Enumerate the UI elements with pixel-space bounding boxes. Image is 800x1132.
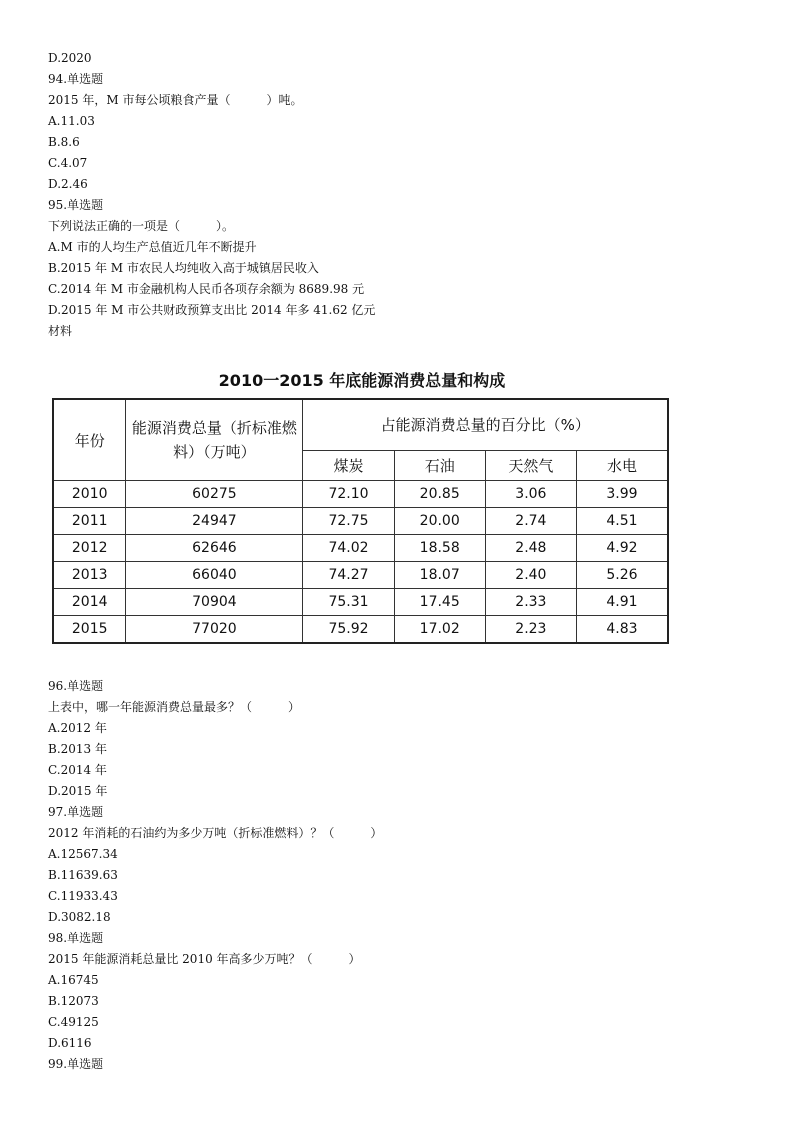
cell-year: 2012 <box>53 535 126 562</box>
cell-gas: 2.33 <box>485 589 576 616</box>
question-header: 94.单选题 <box>48 72 104 86</box>
cell-gas: 2.48 <box>485 535 576 562</box>
header-percent: 占能源消费总量的百分比（%） <box>303 399 668 450</box>
option-c: C.2014 年 M 市金融机构人民币各项存余额为 8689.98 元 <box>48 282 365 296</box>
cell-total: 24947 <box>126 508 303 535</box>
question-stem: 下列说法正确的一项是（ ）。 <box>48 219 235 233</box>
table-row <box>53 562 668 589</box>
cell-oil: 20.85 <box>394 481 485 508</box>
cell-total: 62646 <box>126 535 303 562</box>
cell-hydro: 4.83 <box>576 616 668 644</box>
header-total: 能源消费总量（折标准燃料）（万吨） <box>126 399 303 481</box>
option-d: D.3082.18 <box>48 910 111 924</box>
cell-hydro: 4.92 <box>576 535 668 562</box>
question-stem: 上表中，哪一年能源消费总量最多？（ ） <box>48 700 301 714</box>
cell-coal: 75.92 <box>303 616 394 644</box>
header-coal: 煤炭 <box>303 450 394 480</box>
question-header: 95.单选题 <box>48 198 104 212</box>
table-title: 2010一2015 年底能源消费总量和构成 <box>218 371 506 390</box>
option-b: B.11639.63 <box>48 868 118 882</box>
header-year: 年份 <box>53 399 126 481</box>
cell-year: 2014 <box>53 589 126 616</box>
option-b: B.12073 <box>48 994 99 1008</box>
cell-coal: 75.31 <box>303 589 394 616</box>
header-gas: 天然气 <box>485 450 576 480</box>
table-row <box>53 481 668 508</box>
cell-coal: 74.27 <box>303 562 394 589</box>
table-row <box>53 589 668 616</box>
cell-year: 2011 <box>53 508 126 535</box>
option-a: A.11.03 <box>48 114 95 128</box>
cell-coal: 72.10 <box>303 481 394 508</box>
option-b: B.2013 年 <box>48 742 107 756</box>
table-row <box>53 616 668 644</box>
option-b: B.8.6 <box>48 135 80 149</box>
bottom-text-block <box>48 676 752 1075</box>
header-hydro: 水电 <box>576 450 668 480</box>
question-stem: 2015 年能源消耗总量比 2010 年高多少万吨？（ ） <box>48 952 361 966</box>
option-a: A.2012 年 <box>48 721 107 735</box>
option-b: B.2015 年 M 市农民人均纯收入高于城镇居民收入 <box>48 261 319 275</box>
cell-coal: 74.02 <box>303 535 394 562</box>
energy-table-figure <box>52 368 672 644</box>
cell-oil: 20.00 <box>394 508 485 535</box>
table-row <box>53 535 668 562</box>
material-label: 材料 <box>48 324 73 338</box>
cell-gas: 2.40 <box>485 562 576 589</box>
cell-year: 2010 <box>53 481 126 508</box>
cell-oil: 17.45 <box>394 589 485 616</box>
question-header: 96.单选题 <box>48 679 104 693</box>
cell-gas: 2.74 <box>485 508 576 535</box>
question-header: 99.单选题 <box>48 1057 104 1071</box>
cell-coal: 72.75 <box>303 508 394 535</box>
cell-total: 70904 <box>126 589 303 616</box>
cell-hydro: 3.99 <box>576 481 668 508</box>
question-header: 97.单选题 <box>48 805 104 819</box>
option-d: D.2015 年 <box>48 784 108 798</box>
table-body <box>53 481 668 644</box>
cell-hydro: 5.26 <box>576 562 668 589</box>
option-a: A.12567.34 <box>48 847 118 861</box>
cell-total: 60275 <box>126 481 303 508</box>
option-c: C.49125 <box>48 1015 99 1029</box>
top-text-block <box>48 48 752 342</box>
question-header: 98.单选题 <box>48 931 104 945</box>
cell-total: 66040 <box>126 562 303 589</box>
option-c: C.4.07 <box>48 156 88 170</box>
cell-gas: 2.23 <box>485 616 576 644</box>
header-oil: 石油 <box>394 450 485 480</box>
option-a: A.M 市的人均生产总值近几年不断提升 <box>48 240 257 254</box>
option-d: D.6116 <box>48 1036 92 1050</box>
option-d: D.2.46 <box>48 177 88 191</box>
cell-year: 2015 <box>53 616 126 644</box>
cell-gas: 3.06 <box>485 481 576 508</box>
option-d: D.2015 年 M 市公共财政预算支出比 2014 年多 41.62 亿元 <box>48 303 376 317</box>
question-stem: 2012 年消耗的石油约为多少万吨（折标准燃料）？（ ） <box>48 826 383 840</box>
table-row <box>53 508 668 535</box>
option-a: A.16745 <box>48 973 99 987</box>
question-stem: 2015 年，M 市每公顷粮食产量（ ）吨。 <box>48 93 303 107</box>
cell-oil: 18.07 <box>394 562 485 589</box>
cell-hydro: 4.91 <box>576 589 668 616</box>
text-line: D.2020 <box>48 51 92 65</box>
cell-oil: 18.58 <box>394 535 485 562</box>
option-c: C.2014 年 <box>48 763 107 777</box>
cell-total: 77020 <box>126 616 303 644</box>
energy-table <box>52 398 669 644</box>
cell-oil: 17.02 <box>394 616 485 644</box>
option-c: C.11933.43 <box>48 889 118 903</box>
cell-hydro: 4.51 <box>576 508 668 535</box>
cell-year: 2013 <box>53 562 126 589</box>
